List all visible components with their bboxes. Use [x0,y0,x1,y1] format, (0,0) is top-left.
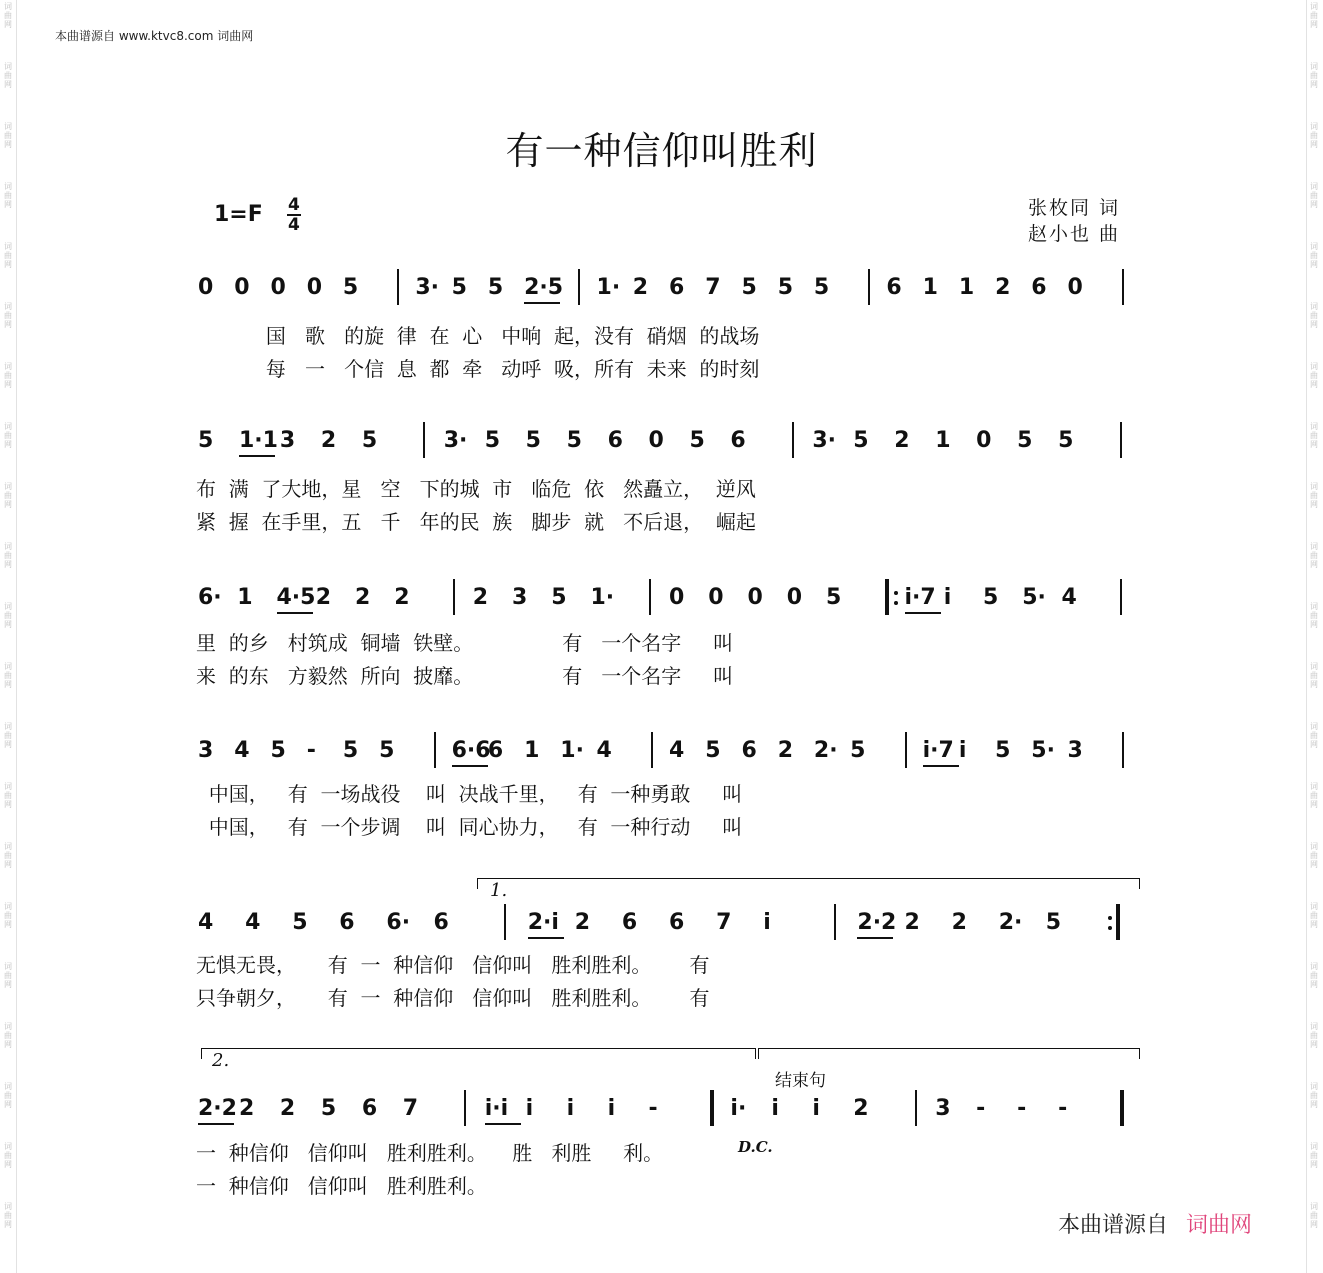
note: 1·1 [238,428,278,453]
watermark-glyph: 词 曲 网 [1310,242,1318,269]
note: 6 [669,910,685,935]
lyric-line-4-2: 中国， 有 一个步调 叫 同心协力， 有 一种行动 叫 [196,815,743,839]
note: i [943,585,952,610]
note: 7 [716,910,732,935]
time-signature [287,196,301,234]
beam-underline [452,765,488,767]
note: 6 [361,1096,378,1121]
note: 2 [951,910,967,935]
barline [651,732,653,768]
note: 5 [850,738,866,763]
note: 6 [741,738,757,763]
watermark-glyph: 词 曲 网 [1310,782,1318,809]
lyric-line-6-2: 一 种信仰 信仰叫 胜利胜利。 [196,1174,487,1198]
note: - [1017,1096,1027,1121]
note: 6 [487,738,504,763]
note: 6 [669,275,685,300]
note: 2·i [527,910,559,935]
note: 2 [238,1096,255,1121]
note: 5 [342,738,359,763]
watermark-glyph: 词 曲 网 [1310,302,1318,329]
lyric-line-2-1: 布 满 了大地，星 空 下的城 市 临危 依 然矗立， 逆风 [196,477,756,501]
watermark-glyph: 词 曲 网 [1310,662,1318,689]
barline [1120,1090,1124,1126]
footer-credit [1058,1208,1252,1239]
note: 1 [958,275,975,300]
watermark-glyph: 词 曲 网 [4,302,12,329]
repeat-dot [894,591,898,595]
beam-underline [198,1123,234,1125]
lyric-line-4-1: 中国， 有 一场战役 叫 决战千里， 有 一种勇敢 叫 [196,782,743,806]
watermark-glyph: 词 曲 网 [1310,1022,1318,1049]
note: 5 [983,585,999,610]
beam-underline [277,612,313,614]
watermark-glyph: 词 曲 网 [4,182,12,209]
note: 5· [1022,585,1046,610]
note: 3 [279,428,296,453]
watermark-glyph: 词 曲 网 [1310,722,1318,749]
song-title: 有一种信仰叫胜利 [505,129,818,173]
note: 5 [1017,428,1033,453]
note: 2 [904,910,920,935]
note: i [525,1096,534,1121]
barline [578,269,580,305]
barline [868,269,870,305]
note: 1 [922,275,938,300]
note: 2 [777,738,793,763]
watermark-glyph: 词 曲 网 [1310,422,1318,449]
watermark-glyph: 词 曲 网 [4,1142,12,1169]
watermark-glyph: 词 曲 网 [4,62,12,89]
beam-underline [524,302,560,304]
watermark-glyph: 词 曲 网 [4,662,12,689]
note: 2 [632,275,649,300]
barline [710,1090,714,1126]
watermark-glyph: 词 曲 网 [1310,2,1318,29]
repeat-dot [1108,926,1112,930]
key-signature: 1=F [214,202,263,227]
note: 5 [826,585,842,610]
note: 5 [777,275,793,300]
note: 4 [198,910,214,935]
note: 0 [198,275,214,300]
note: 5 [813,275,830,300]
note: 0 [1067,275,1083,300]
lyric-line-6-1: 一 种信仰 信仰叫 胜利胜利。 胜 利胜 利。 [196,1141,664,1165]
note: 6 [621,910,638,935]
watermark-glyph: 词 曲 网 [4,1082,12,1109]
barline [1122,269,1124,305]
note: i·7 [922,738,954,763]
note: 0 [648,428,664,453]
note: i [607,1096,616,1121]
note: 3 [1067,738,1083,763]
watermark-glyph: 词 曲 网 [4,722,12,749]
note: 0 [747,585,763,610]
note: i [812,1096,820,1121]
barline [397,269,399,305]
note: i [566,1096,575,1121]
watermark-glyph: 词 曲 网 [1310,842,1318,869]
watermark-glyph: 词 曲 网 [4,362,12,389]
note: 6 [433,910,449,935]
lyric-line-3-1: 里 的乡 村筑成 铜墙 铁壁。 有 一个名字 叫 [196,631,734,655]
barline [885,579,889,615]
note: 4 [596,738,612,763]
lyric-line-5-2: 只争朝夕， 有 一 种信仰 信仰叫 胜利胜利。 有 [196,986,710,1010]
beam-underline [528,937,564,939]
note: 5 [320,1096,337,1121]
note: 0 [306,275,322,300]
watermark-glyph: 词 曲 网 [1310,542,1318,569]
note: 0 [669,585,685,610]
note: - [648,1096,658,1121]
note: 5 [342,275,359,300]
note: 6 [730,428,746,453]
note: 4 [1061,585,1077,610]
note: 1· [590,585,615,610]
note: i·i [484,1096,509,1121]
lyric-line-1-1: 国 歌 的旋 律 在 心 中响 起，没有 硝烟 的战场 [196,324,760,348]
note: 6 [339,910,355,935]
note: 5 [451,275,467,300]
note: 5· [1031,738,1055,763]
note: 2·2 [198,1096,237,1121]
note: 2 [995,275,1011,300]
note: 2·5 [524,275,564,300]
note: 5 [566,428,582,453]
volta-1-label: 1. [490,880,508,901]
watermark-glyph: 词 曲 网 [4,1022,12,1049]
note: 3 [512,585,528,610]
note: 5 [853,428,869,453]
watermark-glyph: 词 曲 网 [4,422,12,449]
repeat-dot [894,601,898,605]
note: 5 [689,428,705,453]
watermark-glyph: 词 曲 网 [1310,902,1318,929]
beam-underline [923,765,959,767]
barline [464,1090,466,1126]
watermark-glyph: 词 曲 网 [1310,62,1318,89]
time-signature-top: 4 [288,195,300,215]
note: 5 [270,738,286,763]
note: 0 [786,585,803,610]
note: 6 [886,275,902,300]
note: 2 [320,428,337,453]
volta-2-label: 2. [212,1050,230,1071]
lyric-line-5-1: 无惧无畏， 有 一 种信仰 信仰叫 胜利胜利。 有 [196,953,710,977]
note: 2 [315,585,332,610]
ending-label: 结束句 [775,1071,826,1091]
note: 6 [1031,275,1047,300]
time-signature-bottom: 4 [288,215,300,235]
footer-site: 词曲网 [1186,1213,1253,1238]
note: 1 [935,428,951,453]
note: 3· [443,428,468,453]
note: i·7 [904,585,936,610]
note: 3· [812,428,837,453]
note: 6·6 [451,738,491,763]
note: 5 [484,428,500,453]
note: 5 [551,585,567,610]
lyric-line-2-2: 紧 握 在手里，五 千 年的民 族 脚步 就 不后退， 崛起 [196,510,756,534]
note: - [306,738,316,763]
volta-bracket-2 [201,1048,756,1059]
note: 4 [245,910,261,935]
note: 6· [386,910,411,935]
lyric-line-3-2: 来 的东 方毅然 所向 披靡。 有 一个名字 叫 [196,664,734,688]
barline [792,422,794,458]
watermark-glyph: 词 曲 网 [1310,602,1318,629]
volta-bracket-1 [477,878,1140,889]
beam-underline [857,937,893,939]
note: 2 [355,585,371,610]
note: 3· [415,275,440,300]
barline [453,579,455,615]
note: 2 [394,585,410,610]
note: 5 [198,428,214,453]
watermark-glyph: 词 曲 网 [1310,1082,1318,1109]
watermark-glyph: 词 曲 网 [1310,182,1318,209]
watermark-glyph: 词 曲 网 [4,122,12,149]
note: 2 [472,585,489,610]
note: 5 [525,428,541,453]
barline [423,422,425,458]
note: 1· [596,275,621,300]
barline [905,732,907,768]
note: 0 [270,275,286,300]
note: i [771,1096,779,1121]
composer-credit: 赵小也 曲 [1028,223,1121,245]
note: 3 [198,738,214,763]
note: - [1058,1096,1068,1121]
barline [834,904,836,940]
watermark-glyph: 词 曲 网 [1310,1202,1318,1229]
watermark-glyph: 词 曲 网 [4,962,12,989]
note: i [763,910,771,935]
note: 1 [524,738,540,763]
watermark-glyph: 词 曲 网 [4,242,12,269]
watermark-glyph: 词 曲 网 [4,602,12,629]
ending-bracket [758,1048,1140,1059]
note: i· [730,1096,747,1121]
watermark-glyph: 词 曲 网 [4,542,12,569]
note: - [976,1096,986,1121]
note: 6 [607,428,623,453]
watermark-glyph: 词 曲 网 [4,2,12,29]
watermark-glyph: 词 曲 网 [1310,1142,1318,1169]
watermark-glyph: 词 曲 网 [4,902,12,929]
source-note: 本曲谱源自 www.ktvc8.com 词曲网 [55,29,254,43]
note: 5 [361,428,378,453]
note: 0 [708,585,724,610]
note: 4 [234,738,250,763]
note: 0 [234,275,250,300]
beam-underline [905,612,941,614]
note: 2 [574,910,591,935]
note: 1 [237,585,253,610]
beam-underline [485,1123,521,1125]
watermark-glyph: 词 曲 网 [1310,122,1318,149]
note: 6· [198,585,222,610]
note: 5 [292,910,308,935]
note: 5 [741,275,757,300]
watermark-glyph: 词 曲 网 [1310,362,1318,389]
note: 2·2 [857,910,897,935]
watermark-glyph: 词 曲 网 [4,482,12,509]
barline [915,1090,917,1126]
note: 5 [995,738,1011,763]
note: 4·5 [276,585,316,610]
lyric-line-1-2: 每 一 个信 息 都 牵 动呼 吸，所有 未来 的时刻 [196,357,760,381]
barline [1122,732,1124,768]
note: 3 [935,1096,951,1121]
barline [1116,904,1120,940]
note: 7 [402,1096,419,1121]
note: 5 [1058,428,1074,453]
watermark-glyph: 词 曲 网 [1310,962,1318,989]
barline [1120,422,1122,458]
lyricist-credit: 张枚同 词 [1028,197,1121,219]
note: 5 [487,275,504,300]
watermark-glyph: 词 曲 网 [4,1202,12,1229]
dc-marking: D.C. [738,1138,773,1156]
note: 5 [705,738,721,763]
barline [434,732,436,768]
note: 2· [998,910,1023,935]
repeat-dot [1108,916,1112,920]
note: 4 [669,738,685,763]
footer-source: 本曲谱源自 [1058,1213,1169,1238]
barline [649,579,651,615]
note: 2· [813,738,838,763]
note: 1· [560,738,584,763]
watermark-glyph: 词 曲 网 [1310,482,1318,509]
note: 5 [1045,910,1062,935]
watermark-glyph: 词 曲 网 [4,842,12,869]
barline [504,904,506,940]
beam-underline [239,455,275,457]
note: 7 [705,275,721,300]
note: 5 [379,738,395,763]
note: 2 [279,1096,296,1121]
barline [1120,579,1122,615]
watermark-glyph: 词 曲 网 [4,782,12,809]
note: i [958,738,967,763]
note: 2 [894,428,910,453]
note: 0 [976,428,992,453]
note: 2 [853,1096,869,1121]
